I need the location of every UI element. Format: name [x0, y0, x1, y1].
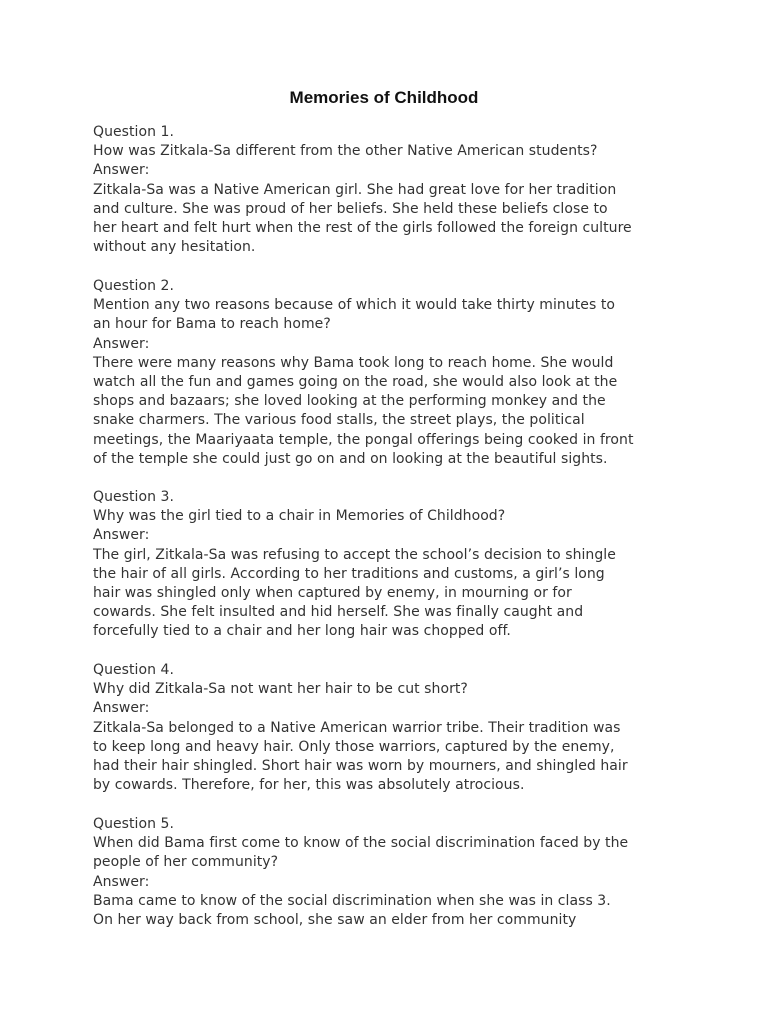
qa-block-1 [93, 123, 693, 257]
answer-label: Answer: [93, 700, 150, 717]
answer-text-line: On her way back from school, she saw an elder from her community [93, 912, 577, 929]
qa-block-5 [93, 815, 693, 930]
answer-text-line: the hair of all girls. According to her traditions and customs, a girl’s long [93, 565, 605, 582]
answer-text-line: hair was shingled only when captured by enemy, in mourning or for [93, 585, 572, 602]
answer-text-line: and culture. She was proud of her beliefs. She held these beliefs close to [93, 200, 608, 217]
answer-text-line: her heart and felt hurt when the rest of the girls followed the foreign culture [93, 220, 632, 237]
answer-label: Answer: [93, 527, 150, 544]
answer-text-line: forcefully tied to a chair and her long hair was chopped off. [93, 623, 511, 640]
qa-block-4 [93, 661, 693, 795]
answer-label: Answer: [93, 162, 150, 179]
answer-text-line: The girl, Zitkala-Sa was refusing to accept the school’s decision to shingle [93, 546, 616, 563]
question-text: Why did Zitkala-Sa not want her hair to be cut short? [93, 681, 468, 698]
question-text: people of her community? [93, 854, 279, 871]
answer-text-line: without any hesitation. [93, 239, 256, 256]
question-text: Why was the girl tied to a chair in Memories of Childhood? [93, 508, 506, 525]
answer-text-line: Zitkala-Sa belonged to a Native American warrior tribe. Their tradition was [93, 719, 621, 736]
answer-label: Answer: [93, 873, 150, 890]
answer-text-line: had their hair shingled. Short hair was worn by mourners, and shingled hair [93, 758, 628, 775]
answer-text-line: snake charmers. The various food stalls, the street plays, the political [93, 412, 585, 429]
question-label: Question 1. [93, 124, 174, 140]
answer-text-line: shops and bazaars; she loved looking at the performing monkey and the [93, 393, 606, 410]
answer-text-line: by cowards. Therefore, for her, this was absolutely atrocious. [93, 777, 525, 794]
qa-block-2 [93, 277, 693, 469]
answer-text-line: watch all the fun and games going on the road, she would also look at the [93, 374, 618, 391]
question-label: Question 4. [93, 662, 174, 678]
question-label: Question 3. [93, 489, 174, 505]
question-label: Question 2. [93, 278, 174, 294]
answer-text-line: There were many reasons why Bama took long to reach home. She would [93, 354, 614, 371]
question-text: Mention any two reasons because of which it would take thirty minutes to [93, 297, 615, 314]
answer-text-line: cowards. She felt insulted and hid herself. She was finally caught and [93, 604, 584, 621]
question-text: an hour for Bama to reach home? [93, 316, 331, 333]
answer-text-line: Bama came to know of the social discrimination when she was in class 3. [93, 892, 611, 909]
document-title: Memories of Childhood [289, 88, 479, 107]
answer-label: Answer: [93, 335, 150, 352]
answer-text-line: Zitkala-Sa was a Native American girl. She had great love for her tradition [93, 181, 617, 198]
qa-block-3 [93, 488, 693, 642]
question-text: How was Zitkala-Sa different from the other Native American students? [93, 143, 598, 160]
answer-text-line: meetings, the Maariyaata temple, the pongal offerings being cooked in front [93, 431, 634, 448]
question-label: Question 5. [93, 816, 174, 832]
answer-text-line: of the temple she could just go on and on looking at the beautiful sights. [93, 450, 608, 467]
answer-text-line: to keep long and heavy hair. Only those warriors, captured by the enemy, [93, 738, 615, 755]
question-text: When did Bama first come to know of the social discrimination faced by the [93, 835, 629, 852]
